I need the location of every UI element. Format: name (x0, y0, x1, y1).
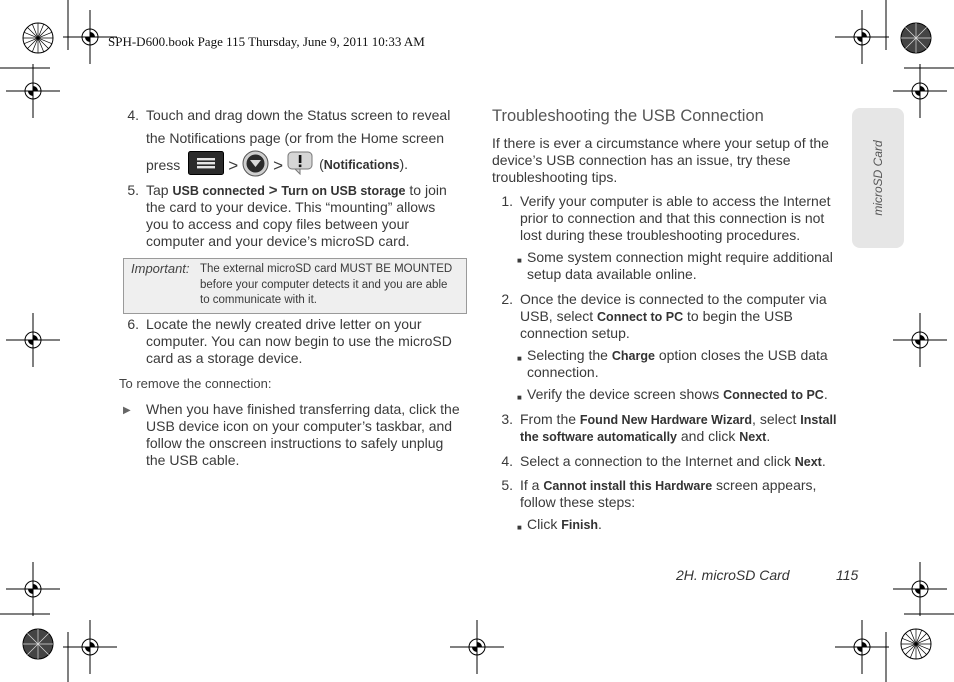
sub-text: . (823, 386, 828, 402)
item1-line: prior to connection and that this connection is not (520, 210, 825, 226)
item2-sub2 (527, 386, 828, 404)
chevron-separator: > (273, 155, 284, 175)
connect-to-pc-label: Connect to PC (597, 310, 684, 324)
item2-sub1-line2: connection. (527, 364, 599, 380)
step5-line3: you to access and copy files between your (146, 216, 410, 232)
turn-on-usb-storage-label: Turn on USB storage (281, 184, 406, 198)
step-number: 3. (501, 411, 513, 427)
step6-line3: card as a storage device. (146, 350, 303, 366)
item1-sub: Some system connection might require additional (527, 249, 833, 265)
usb-select-text: USB, select (520, 308, 594, 324)
square-bullet-icon: ■ (517, 256, 522, 265)
section-heading: Troubleshooting the USB Connection (492, 107, 764, 125)
item5-line2: follow these steps: (520, 494, 636, 510)
paren-open: ( (319, 156, 324, 172)
sub-text: option closes the USB data (658, 347, 828, 363)
remove-heading: To remove the connection: (119, 376, 272, 391)
remove-line2: USB device icon on your computer’s taskbar, and (146, 418, 453, 434)
item2-line2 (520, 308, 793, 326)
step-number: 5. (127, 182, 139, 198)
important-line: to communicate with it. (200, 294, 317, 306)
square-bullet-icon: ■ (517, 523, 522, 532)
important-note (123, 258, 467, 314)
remove-line3: follow the onscreen instructions to safely unplug (146, 435, 444, 451)
step5-line4: computer and your device’s microSD card. (146, 233, 410, 249)
step-number: 4. (501, 453, 513, 469)
item5-line1 (520, 477, 816, 495)
intro-line: troubleshooting tips. (492, 169, 618, 185)
remove-line4: the USB cable. (146, 452, 240, 468)
intro-line: device’s USB connection has an issue, try these (492, 152, 791, 168)
to-join-label: to join (409, 182, 447, 198)
item2-line3: connection setup. (520, 325, 630, 341)
square-bullet-icon: ■ (517, 393, 522, 402)
install-software-label: the software automatically (520, 430, 677, 444)
step-number: 1. (501, 193, 513, 209)
item3-text: , select (752, 411, 797, 427)
charge-label: Charge (611, 349, 655, 363)
item1-line: lost during these troubleshooting procedures. (520, 227, 801, 243)
item2-sub1 (527, 347, 828, 365)
connected-to-pc-label: Connected to PC (723, 388, 824, 402)
intro-line: If there is ever a circumstance where your setup of the (492, 135, 829, 151)
step-number: 2. (501, 291, 513, 307)
sub-text: Verify the device screen shows (527, 386, 720, 402)
chevron-separator: > (228, 155, 239, 175)
item3-line2 (520, 428, 770, 446)
usb-connected-label: USB connected (172, 184, 265, 198)
item5-text: If a (520, 477, 540, 493)
page-number: 115 (836, 567, 859, 583)
important-line: The external microSD card MUST BE MOUNTED (200, 263, 453, 275)
item1-sub: setup data available online. (527, 266, 697, 282)
cannot-install-label: Cannot install this Hardware (543, 479, 713, 493)
sub-text: Selecting the (527, 347, 608, 363)
item3-text: . (766, 428, 771, 444)
print-header: SPH-D600.book Page 115 Thursday, June 9, 2011 10:33 AM (108, 34, 425, 49)
chevron-separator: > (268, 182, 278, 199)
remove-line1: When you have finished transferring data, click the (146, 401, 460, 417)
item3-text: From the (520, 411, 577, 427)
triangle-bullet-icon: ▶ (123, 405, 131, 416)
step-number: 4. (127, 107, 139, 123)
step-number: 5. (501, 477, 513, 493)
to-begin-text: to begin the USB (687, 308, 793, 324)
found-new-hardware-label: Found New Hardware Wizard (579, 413, 753, 427)
step4-line1: Touch and drag down the Status screen to reveal (146, 107, 451, 123)
paren-close: ). (399, 156, 409, 172)
step6-line2: computer. You can now begin to use the microSD (146, 333, 452, 349)
important-text (200, 262, 452, 309)
step6-line1: Locate the newly created drive letter on your (146, 316, 422, 332)
next-label: Next (794, 455, 822, 469)
install-label: Install (800, 413, 837, 427)
down-arrow-circle-icon (242, 150, 269, 181)
item5-text: Click (527, 516, 558, 532)
item4-text: . (821, 453, 826, 469)
important-line: before your computer detects it and you are able (200, 278, 448, 291)
important-label: Important: (131, 261, 190, 276)
item4-text: Select a connection to the Internet and click (520, 453, 791, 469)
item3-text: and click (680, 428, 736, 444)
item2-line1: Once the device is connected to the computer via (520, 291, 827, 307)
next-label: Next (739, 430, 767, 444)
item1-line: Verify your computer is able to access the Internet (520, 193, 831, 209)
item4-line (520, 453, 826, 471)
footer-section: 2H. microSD Card (676, 567, 790, 583)
item5-text: . (598, 516, 602, 532)
item5-text: screen appears, (716, 477, 817, 493)
tap-label: Tap (146, 182, 169, 198)
step4-line3 (146, 151, 408, 179)
finish-label: Finish (561, 518, 599, 532)
item5-sub (527, 516, 602, 534)
menu-key-icon (188, 151, 224, 179)
step4-line2: the Notifications page (or from the Home screen (146, 130, 445, 146)
notification-exclamation-icon (287, 151, 313, 179)
side-tab-label: microSD Card (871, 140, 885, 216)
step5-line1 (146, 182, 447, 200)
notifications-label: Notifications (323, 158, 400, 172)
step-number: 6. (127, 316, 139, 332)
step5-line2: the card to your device. This “mounting” allows (146, 199, 436, 215)
press-label: press (146, 156, 181, 173)
square-bullet-icon: ■ (517, 354, 522, 363)
item3-line1 (520, 411, 836, 429)
